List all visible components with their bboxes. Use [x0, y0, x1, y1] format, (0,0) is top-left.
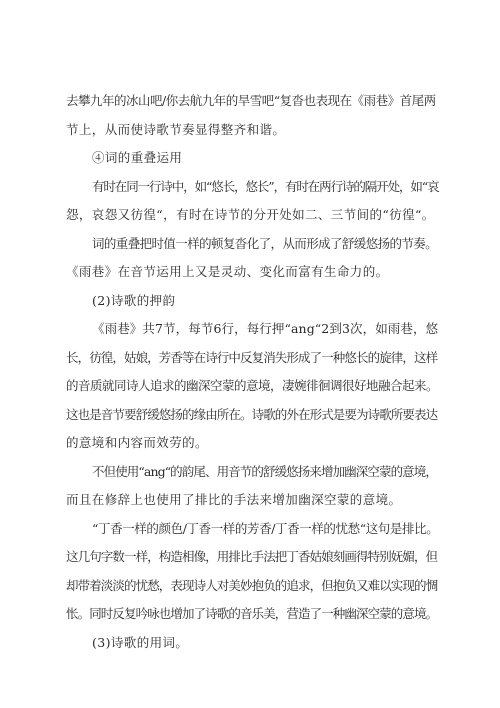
section-heading: ④词的重叠运用 [92, 150, 183, 165]
text-line: 而且在修辞上也使用了排比的手法来增加幽深空蒙的意境。 [66, 492, 402, 507]
text-line: 的意境和内容而效劳的。 [66, 435, 208, 450]
text-line: 《雨巷》在音节运用上又是灵动、变化而富有生命力的。 [66, 264, 389, 279]
text-line: 怅。同时反复吟咏也增加了诗歌的音乐美，营造了一种幽深空蒙的意境。 [66, 606, 438, 621]
text-line: 有时在同一行诗中，如“悠长，悠长”，有时在两行诗的隔开处，如“哀 [92, 179, 439, 194]
text-line: 长，彷徨，姑娘，芳香等在诗行中反复消失形成了一种悠长的旋律，这样 [66, 350, 438, 365]
text-line: “丁香一样的颜色/丁香一样的芳香/丁香一样的忧愁“这句是排比。 [92, 521, 439, 536]
text-line: 怨，哀怨又彷徨“，有时在诗节的分开处如二、三节间的“彷徨“。 [66, 207, 435, 222]
text-line: 这几句字数一样，构造相像，用排比手法把丁香姑娘刻画得特别妩媚，但 [66, 549, 438, 564]
text-line: 词的重叠把时值一样的顿复沓化了，从而形成了舒缓悠扬的节奏。 [92, 236, 438, 251]
text-line: 《雨巷》共7节，每节6行，每行押“ang“2到3次，如雨巷，悠 [92, 321, 439, 336]
section-heading: (3)诗歌的用词。 [92, 635, 189, 650]
section-heading: (2)诗歌的押韵 [92, 293, 176, 308]
text-line: 节上，从而使诗歌节奏显得整齐和谐。 [66, 122, 286, 137]
text-line: 的音质就同诗人追求的幽深空蒙的意境，凄婉徘徊调很好地融合起来。 [66, 378, 439, 393]
text-line: 却带着淡淡的忧愁，表现诗人对美妙抱负的追求，但抱负又难以实现的惆 [66, 578, 438, 593]
text-line: 去攀九年的冰山吧/你去航九年的旱雪吧“复沓也表现在《雨巷》首尾两 [66, 93, 436, 108]
text-line: 不但使用“ang“的韵尾、用音节的舒缓悠扬来增加幽深空蒙的意境， [92, 464, 437, 479]
text-line: 这也是音节要舒缓悠扬的缘由所在。诗歌的外在形式是要为诗歌所要表达 [66, 407, 438, 422]
